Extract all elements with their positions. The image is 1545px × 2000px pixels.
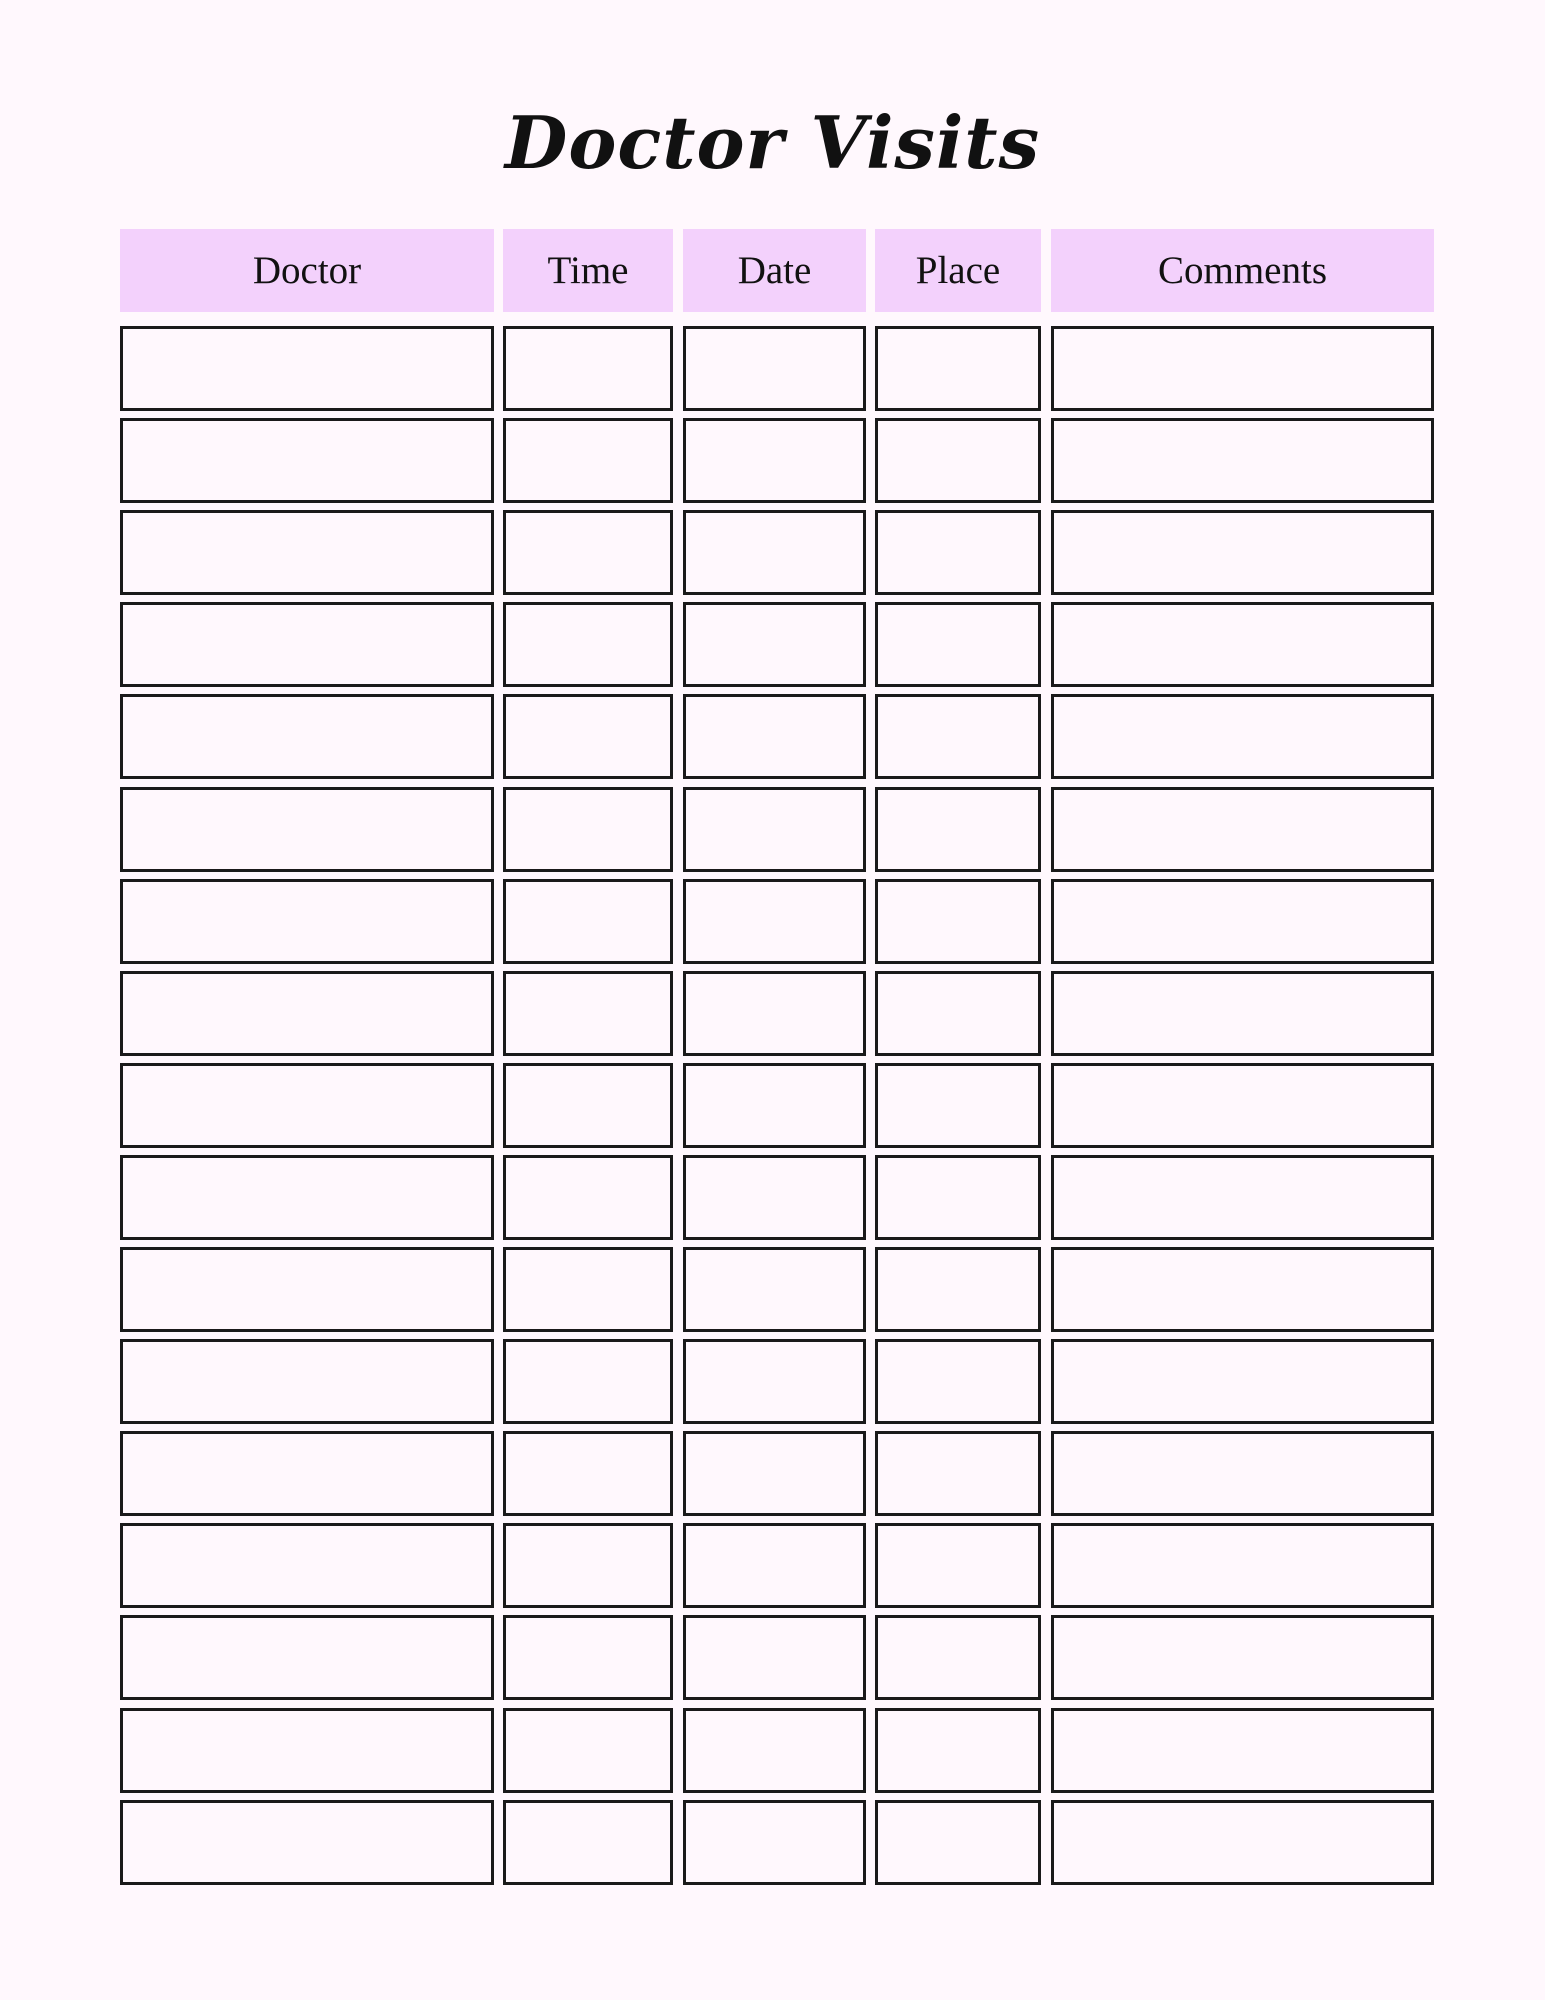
entry-cell-place[interactable] [875,326,1041,411]
entry-cell-date[interactable] [683,1708,866,1793]
entry-cell-date[interactable] [683,971,866,1056]
entry-cell-comments[interactable] [1051,1800,1434,1885]
entry-cell-time[interactable] [503,1615,673,1700]
entry-cell-comments[interactable] [1051,510,1434,595]
entry-cell-place[interactable] [875,1339,1041,1424]
entry-cell-comments[interactable] [1051,879,1434,964]
entry-cell-comments[interactable] [1051,1247,1434,1332]
entry-cell-comments[interactable] [1051,1339,1434,1424]
entry-cell-date[interactable] [683,1247,866,1332]
entry-cell-time[interactable] [503,1339,673,1424]
entry-cell-time[interactable] [503,1431,673,1516]
entry-cell-comments[interactable] [1051,326,1434,411]
entry-cell-time[interactable] [503,418,673,503]
entry-cell-time[interactable] [503,971,673,1056]
entry-cell-date[interactable] [683,1615,866,1700]
entry-cell-doctor[interactable] [120,1063,494,1148]
entry-cell-comments[interactable] [1051,694,1434,779]
entry-cell-date[interactable] [683,510,866,595]
entry-cell-time[interactable] [503,1063,673,1148]
entry-cell-place[interactable] [875,787,1041,872]
entry-cell-time[interactable] [503,326,673,411]
entry-cell-date[interactable] [683,1523,866,1608]
column-header-date: Date [683,229,866,312]
entry-cell-doctor[interactable] [120,1523,494,1608]
entry-cell-date[interactable] [683,1800,866,1885]
entry-cell-date[interactable] [683,602,866,687]
entry-cell-doctor[interactable] [120,1708,494,1793]
entry-cell-place[interactable] [875,1247,1041,1332]
entry-cell-date[interactable] [683,879,866,964]
entry-cell-doctor[interactable] [120,418,494,503]
column-header-place: Place [875,229,1041,312]
entry-cell-date[interactable] [683,418,866,503]
entry-cell-place[interactable] [875,1523,1041,1608]
entry-cell-time[interactable] [503,602,673,687]
entry-cell-comments[interactable] [1051,418,1434,503]
entry-cell-date[interactable] [683,326,866,411]
entry-cell-doctor[interactable] [120,1339,494,1424]
entry-cell-doctor[interactable] [120,510,494,595]
entry-cell-doctor[interactable] [120,787,494,872]
entry-cell-comments[interactable] [1051,1431,1434,1516]
entry-cell-place[interactable] [875,971,1041,1056]
entry-cell-place[interactable] [875,1063,1041,1148]
entry-cell-place[interactable] [875,1800,1041,1885]
entry-cell-comments[interactable] [1051,1155,1434,1240]
entry-cell-place[interactable] [875,418,1041,503]
entry-cell-time[interactable] [503,1708,673,1793]
entry-cell-comments[interactable] [1051,1708,1434,1793]
entry-cell-comments[interactable] [1051,602,1434,687]
column-header-time: Time [503,229,673,312]
entry-cell-doctor[interactable] [120,1155,494,1240]
entry-cell-date[interactable] [683,1431,866,1516]
entry-cell-time[interactable] [503,879,673,964]
entry-cell-doctor[interactable] [120,1800,494,1885]
entry-cell-place[interactable] [875,1431,1041,1516]
page-title: Doctor Visits [504,100,1041,185]
entry-cell-doctor[interactable] [120,1247,494,1332]
entry-cell-place[interactable] [875,1155,1041,1240]
entry-cell-date[interactable] [683,1063,866,1148]
entry-cell-time[interactable] [503,1155,673,1240]
entry-cell-time[interactable] [503,694,673,779]
entry-cell-doctor[interactable] [120,971,494,1056]
entry-cell-time[interactable] [503,1800,673,1885]
column-header-comments: Comments [1051,229,1434,312]
entry-cell-comments[interactable] [1051,787,1434,872]
entry-cell-date[interactable] [683,694,866,779]
column-header-doctor: Doctor [120,229,494,312]
entry-cell-time[interactable] [503,510,673,595]
entry-cell-doctor[interactable] [120,326,494,411]
entry-cell-comments[interactable] [1051,1063,1434,1148]
entry-cell-doctor[interactable] [120,1431,494,1516]
entry-cell-place[interactable] [875,602,1041,687]
entry-cell-time[interactable] [503,787,673,872]
entry-cell-date[interactable] [683,1339,866,1424]
entry-cell-comments[interactable] [1051,1615,1434,1700]
entry-cell-doctor[interactable] [120,602,494,687]
entry-cell-place[interactable] [875,510,1041,595]
entry-cell-comments[interactable] [1051,971,1434,1056]
entry-cell-date[interactable] [683,787,866,872]
entry-cell-doctor[interactable] [120,879,494,964]
entry-cell-time[interactable] [503,1247,673,1332]
entry-cell-place[interactable] [875,1708,1041,1793]
entry-cell-place[interactable] [875,879,1041,964]
entry-cell-doctor[interactable] [120,1615,494,1700]
entry-cell-place[interactable] [875,1615,1041,1700]
entry-cell-place[interactable] [875,694,1041,779]
entry-cell-comments[interactable] [1051,1523,1434,1608]
entry-cell-date[interactable] [683,1155,866,1240]
entry-cell-doctor[interactable] [120,694,494,779]
entry-cell-time[interactable] [503,1523,673,1608]
